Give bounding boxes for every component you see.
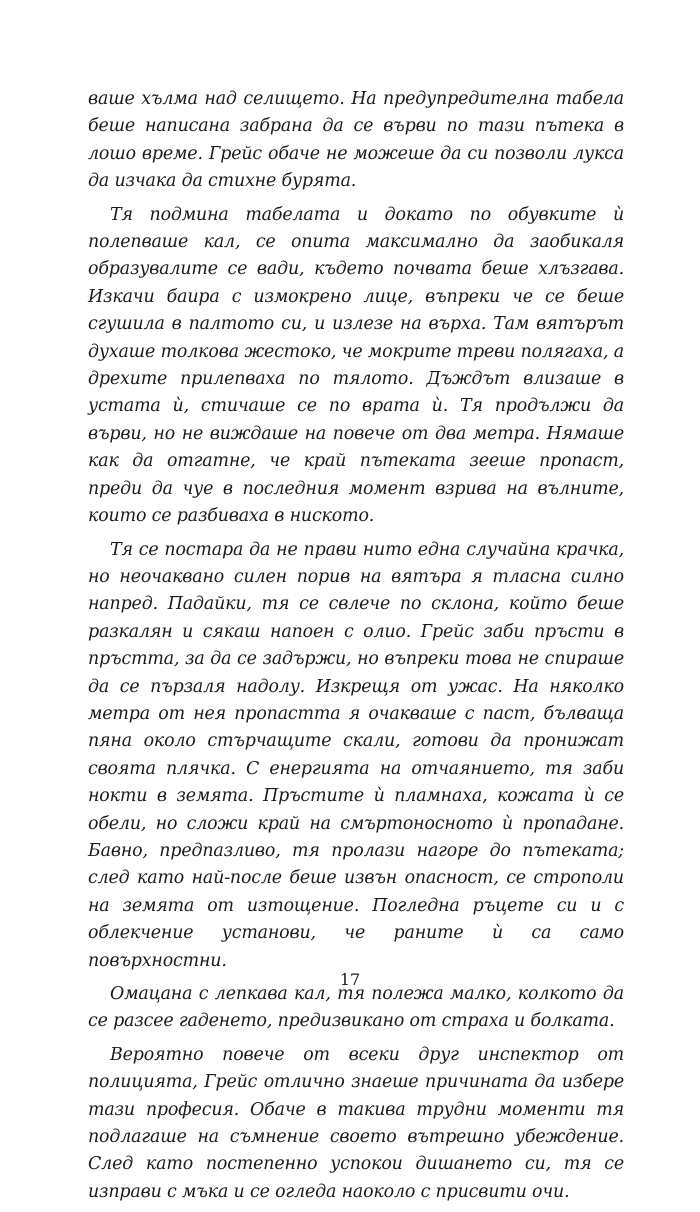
paragraph-nausea: Омацана с лепкава кал, тя полежа малко, колкото да се разсее гаденето, предизвикано от страха и болката. bbox=[88, 984, 624, 1032]
paragraph-sign-passage: Тя подмина табелата и докато по обувките ѝ полепваше кал, се опита максимално да заобикаля образувалите се вади, където почвата беше хлъзгава. Изкачи баира с измокрено лице, въпреки че се беше сгушила в палтото си, и излезе на върха. Там вятърът духаше толкова жестоко, че мокрите треви полягаха, а дрехите прилепваха по тялото. Дъждът влизаше в устата ѝ, стичаше се по врата ѝ. Тя продължи да върви, но не виждаше на повече от два метра. Нямаше как да отгатне, че край пътеката зееше пропаст, преди да чуе в последния момент взрива на вълните, които се разбиваха в ниското. bbox=[88, 204, 624, 527]
page-body bbox=[88, 86, 624, 1212]
paragraph-continuation: ваше хълма над селището. На предупредителна табела беше написана забрана да се върви по тази пътека в лошо време. Грейс обаче не можеше да си позволи лукса да изчака да стихне бурята. bbox=[88, 89, 624, 192]
paragraph-fall: Тя се постара да не прави нито една случайна крачка, но неочаквано силен порив на вятъра я тласна силно напред. Падайки, тя се свлече по склона, който беше разкалян и сякаш напоен с олио. Грейс заби пръсти в пръстта, за да се задържи, но въпреки това не спираше да се пързаля надолу. Изкрещя от ужас. На няколко метра от нея пропастта я очакваше с паст, бълваща пяна около стърчащите скали, готови да пронижат своята плячка. С енергията на отчаянието, тя заби нокти в земята. Пръстите ѝ пламнаха, кожата ѝ се обели, но сложи край на смъртоносното ѝ пропадане. Бавно, предпазливо, тя пролази нагоре до пътеката; след като най-после беше извън опасност, се строполи на земята от изтощение. Погледна ръцете си и с облекчение установи, че раните ѝ са само повърхностни. bbox=[88, 539, 624, 971]
paragraph-inspector: Вероятно повече от всеки друг инспектор от полицията, Грейс отлично знаеше причината да избере тази професия. Обаче в такива трудни моменти тя подлагаше на съмнение своето вътрешно убеждение. След като постепенно успокои дишането си, тя се изправи с мъка и се огледа наоколо с присвити очи. bbox=[88, 1044, 624, 1202]
page-number: 17 bbox=[339, 970, 361, 989]
